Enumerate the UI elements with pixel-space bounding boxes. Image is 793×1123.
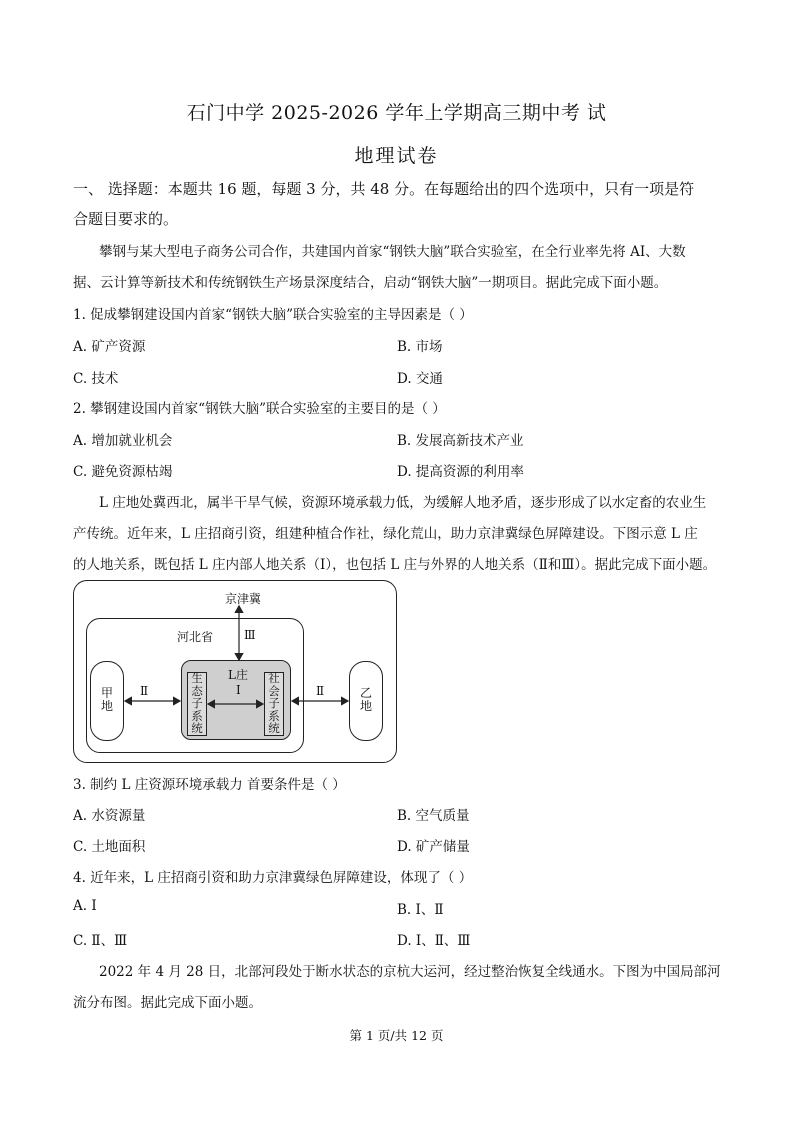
passage3-line1: 2022 年 4 月 28 日，北部河段处于断水状态的京杭大运河，经过整治恢复全线通水。下图为中国局部河 <box>99 964 721 980</box>
diagram-arrows <box>73 580 397 763</box>
relation-1-label: Ⅰ <box>236 683 241 697</box>
passage1-line2: 据、云计算等新技术和传统钢铁生产场景深度结合，启动“钢铁大脑”一期项目。据此完成下面小题。 <box>73 275 668 291</box>
hebei-label: 河北省 <box>177 630 214 644</box>
q3-option-b[interactable]: B. 空气质量 <box>397 808 470 824</box>
eco-subsystem-label: 生态子系统 <box>191 671 203 736</box>
q2-option-a[interactable]: A. 增加就业机会 <box>73 433 173 449</box>
passage2-line1: L 庄地处冀西北，属半干旱气候，资源环境承载力低，为缓解人地矛盾，逐步形成了以水定畜的农业生 <box>99 495 707 511</box>
q4-option-a[interactable]: A. Ⅰ <box>73 898 97 914</box>
question-1-stem: 1. 促成攀钢建设国内首家“钢铁大脑”联合实验室的主导因素是（ ） <box>73 307 473 323</box>
section-instruction-line1: 一、 选择题：本题共 16 题，每题 3 分，共 48 分。在每题给出的四个选项中，只有一项是符 <box>73 180 695 198</box>
q1-option-a[interactable]: A. 矿产资源 <box>73 339 146 355</box>
q1-option-b[interactable]: B. 市场 <box>397 339 443 355</box>
passage2-line2: 产传统。近年来，L 庄招商引资，组建种植合作社，绿化荒山，助力京津冀绿色屏障建设。下图示意 L 庄 <box>73 526 698 542</box>
yi-label: 乙地 <box>359 686 372 713</box>
passage1-line1: 攀钢与某大型电子商务公司合作，共建国内首家“钢铁大脑”联合实验室，在全行业率先将 AI、大数 <box>99 244 686 260</box>
q1-option-c[interactable]: C. 技术 <box>73 371 119 387</box>
soc-subsystem-label: 社会子系统 <box>268 671 280 736</box>
human-land-relationship-diagram <box>73 580 397 763</box>
relation-2-left-label: Ⅱ <box>140 684 149 698</box>
q4-option-d[interactable]: D. Ⅰ、Ⅱ、Ⅲ <box>397 933 471 949</box>
exam-subtitle: 地理试卷 <box>354 145 439 167</box>
q3-option-c[interactable]: C. 土地面积 <box>73 839 146 855</box>
q4-option-c[interactable]: C. Ⅱ、Ⅲ <box>73 933 128 949</box>
jingjinji-label: 京津冀 <box>225 592 262 606</box>
question-4-stem: 4. 近年来，L 庄招商引资和助力京津冀绿色屏障建设，体现了（ ） <box>73 870 473 886</box>
q3-option-d[interactable]: D. 矿产储量 <box>397 839 470 855</box>
q4-option-b[interactable]: B. Ⅰ、Ⅱ <box>397 902 444 918</box>
q2-option-b[interactable]: B. 发展高新技术产业 <box>397 433 524 449</box>
passage3-line2: 流分布图。据此完成下面小题。 <box>73 995 262 1011</box>
question-2-stem: 2. 攀钢建设国内首家“钢铁大脑”联合实验室的主要目的是（ ） <box>73 401 446 417</box>
section-instruction-line2: 合题目要求的。 <box>73 210 179 228</box>
lzhuang-label: L庄 <box>228 668 248 682</box>
q2-option-d[interactable]: D. 提高资源的利用率 <box>397 464 524 480</box>
q3-option-a[interactable]: A. 水资源量 <box>73 808 146 824</box>
q2-option-c[interactable]: C. 避免资源枯竭 <box>73 464 173 480</box>
jia-label: 甲地 <box>100 686 113 713</box>
exam-title: 石门中学 2025-2026 学年上学期高三期中考 试 <box>186 102 607 124</box>
page-number-footer: 第 1 页/共 12 页 <box>349 1028 444 1043</box>
q1-option-d[interactable]: D. 交通 <box>397 371 443 387</box>
question-3-stem: 3. 制约 L 庄资源环境承载力 首要条件是（ ） <box>73 777 346 793</box>
passage2-line3: 的人地关系，既包括 L 庄内部人地关系（Ⅰ），也包括 L 庄与外界的人地关系（Ⅱ和Ⅲ）。据此完成下面小题。 <box>73 557 717 573</box>
relation-2-right-label: Ⅱ <box>316 684 325 698</box>
relation-3-label: Ⅲ <box>244 628 256 642</box>
